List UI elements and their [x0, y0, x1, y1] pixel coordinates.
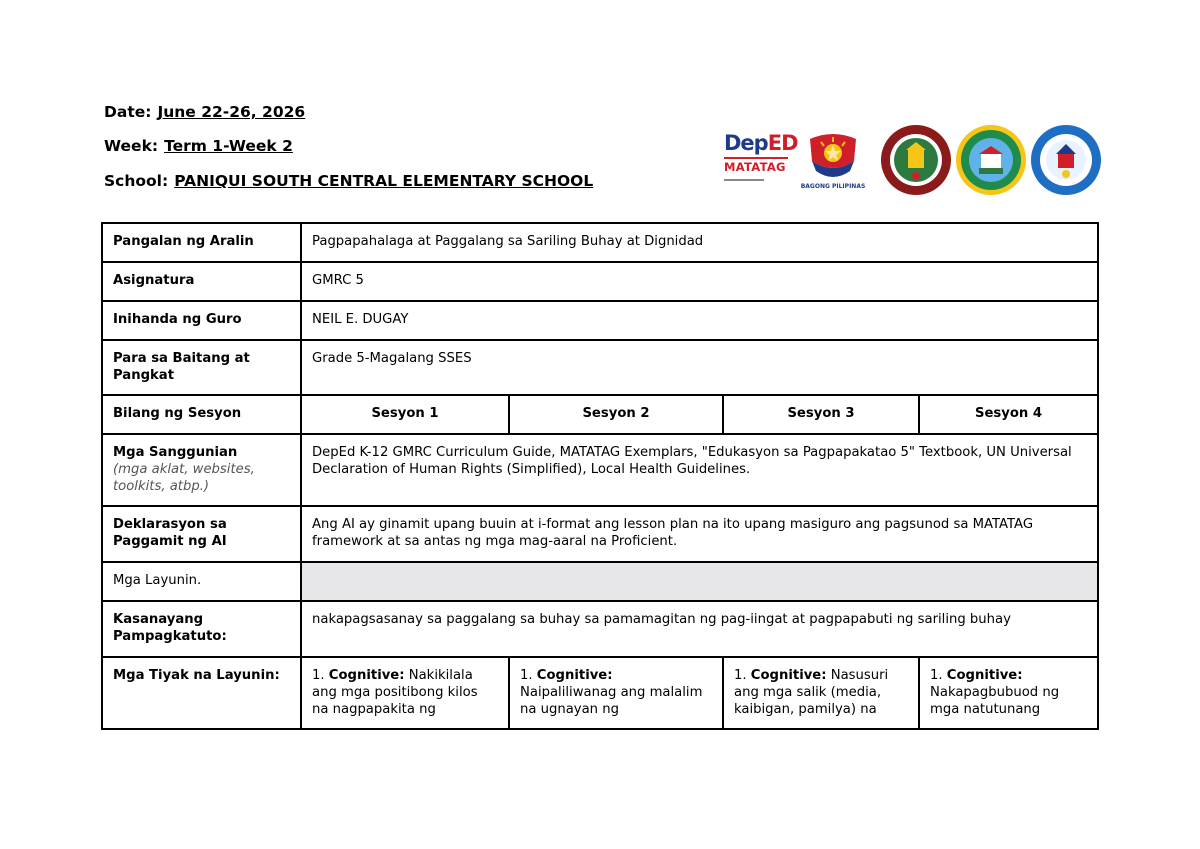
date-line — [104, 103, 305, 121]
school-seal-logo — [1030, 124, 1102, 196]
row-label: Asignatura — [102, 262, 301, 301]
week-label: Week: — [104, 137, 159, 155]
row-deklarasyon-ai — [102, 506, 1098, 562]
row-label: Kasanayang Pampagkatuto: — [102, 601, 301, 657]
paniqui-south-district-seal-logo — [955, 124, 1027, 196]
tiyak-head: Cognitive: — [750, 668, 827, 683]
row-kasanayang-pampagkatuto — [102, 601, 1098, 657]
row-label: Bilang ng Sesyon — [102, 395, 301, 434]
tiyak-text: Naipaliliwanag ang malalim na ugnayan ng — [520, 685, 703, 717]
tiyak-text: Nasusuri ang mga salik (media, kaibigan, pamilya) na — [734, 668, 889, 717]
week-value: Term 1-Week 2 — [164, 137, 293, 155]
row-mga-tiyak-na-layunin — [102, 657, 1098, 729]
bagong-pilipinas-logo — [800, 131, 866, 195]
row-value: Grade 5-Magalang SSES — [301, 340, 1098, 395]
sesyon-1-header: Sesyon 1 — [301, 395, 509, 434]
row-pangalan-ng-aralin — [102, 223, 1098, 262]
lesson-plan-table — [101, 222, 1099, 730]
matatag-logo-text: MATATAG — [724, 160, 786, 174]
tiyak-cell-2 — [509, 657, 723, 729]
row-baitang-at-pangkat — [102, 340, 1098, 395]
tiyak-num: 1. — [930, 668, 943, 683]
row-mga-layunin — [102, 562, 1098, 601]
tiyak-cell-1 — [301, 657, 509, 729]
tiyak-cell-4 — [919, 657, 1098, 729]
row-value: GMRC 5 — [301, 262, 1098, 301]
division-seal-icon — [880, 124, 952, 196]
row-value-empty — [301, 562, 1098, 601]
row-value: nakapagsasanay sa paggalang sa buhay sa pamamagitan ng pag-iingat at pagpapabuti ng sariling buhay — [301, 601, 1098, 657]
week-line — [104, 137, 293, 155]
row-asignatura — [102, 262, 1098, 301]
tiyak-num: 1. — [734, 668, 747, 683]
tiyak-num: 1. — [312, 668, 325, 683]
tiyak-num: 1. — [520, 668, 533, 683]
school-seal-icon — [1030, 124, 1102, 196]
row-label: Inihanda ng Guro — [102, 301, 301, 340]
school-value: PANIQUI SOUTH CENTRAL ELEMENTARY SCHOOL — [174, 172, 594, 190]
sesyon-3-header: Sesyon 3 — [723, 395, 919, 434]
row-value: NEIL E. DUGAY — [301, 301, 1098, 340]
sesyon-4-header: Sesyon 4 — [919, 395, 1098, 434]
row-value: DepEd K-12 GMRC Curriculum Guide, MATATAG Exemplars, "Edukasyon sa Pagpapakatao 5" Textbook, UN Universal Declaration of Human Rights (Simplified), Local Health Guidelines. — [301, 434, 1098, 506]
date-value: June 22-26, 2026 — [157, 103, 306, 121]
tiyak-text: Nakikilala ang mga positibong kilos na nagpapakita ng — [312, 668, 478, 717]
row-label: Mga Tiyak na Layunin: — [102, 657, 301, 729]
sanggunian-sublabel: (mga aklat, websites, toolkits, atbp.) — [113, 462, 255, 494]
tiyak-cell-3 — [723, 657, 919, 729]
deped-logo-text-b: ED — [767, 131, 798, 155]
tiyak-head: Cognitive: — [536, 668, 613, 683]
row-bilang-ng-sesyon — [102, 395, 1098, 434]
row-label: Para sa Baitang at Pangkat — [102, 340, 301, 395]
school-label: School: — [104, 172, 169, 190]
bagong-pilipinas-emblem-icon — [800, 131, 866, 183]
row-label: Mga Layunin. — [102, 562, 301, 601]
tiyak-head: Cognitive: — [328, 668, 405, 683]
date-label: Date: — [104, 103, 152, 121]
sesyon-2-header: Sesyon 2 — [509, 395, 723, 434]
sanggunian-label: Mga Sanggunian — [113, 445, 238, 460]
row-label: Pangalan ng Aralin — [102, 223, 301, 262]
row-value: Pagpapahalaga at Paggalang sa Sariling Buhay at Dignidad — [301, 223, 1098, 262]
row-value: Ang AI ay ginamit upang buuin at i-format ang lesson plan na ito upang masiguro ang pagsunod sa MATATAG framework at sa antas ng mga mag-aaral na Proficient. — [301, 506, 1098, 562]
deped-matatag-logo — [724, 131, 798, 194]
row-label: Deklarasyon sa Paggamit ng AI — [102, 506, 301, 562]
row-mga-sanggunian — [102, 434, 1098, 506]
bagong-pilipinas-caption: BAGONG PILIPINAS — [800, 183, 866, 190]
division-seal-logo — [880, 124, 952, 196]
row-label — [102, 434, 301, 506]
deped-logo-text-a: Dep — [724, 131, 768, 155]
row-inihanda-ng-guro — [102, 301, 1098, 340]
school-line — [104, 172, 593, 190]
tiyak-head: Cognitive: — [946, 668, 1023, 683]
district-seal-icon — [955, 124, 1027, 196]
tiyak-text: Nakapagbubuod ng mga natutunang — [930, 685, 1060, 717]
